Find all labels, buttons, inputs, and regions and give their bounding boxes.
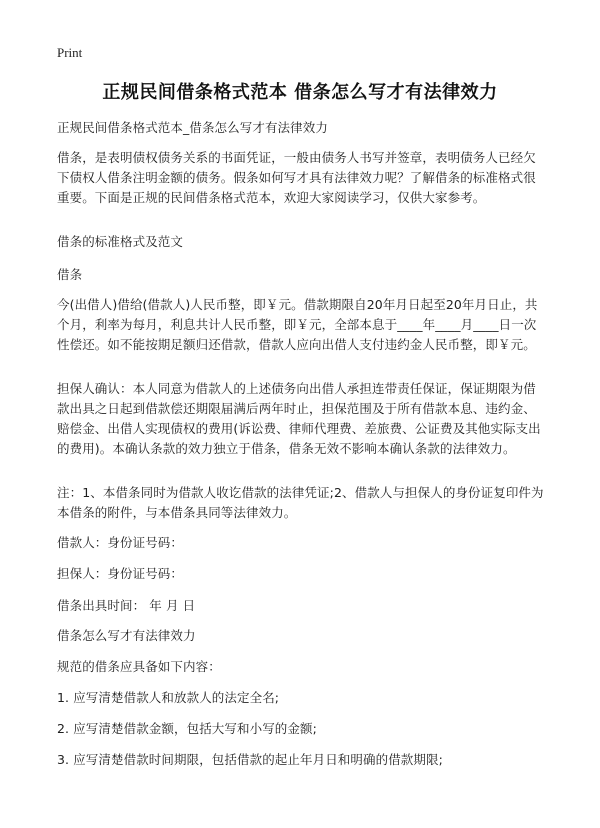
note-paragraph: 注：1、本借条同时为借款人收讫借款的法律凭证;2、借款人与担保人的身份证复印件为本借条的附件，与本借条具同等法律效力。 — [57, 485, 544, 520]
requirement-item: 3. 应写清楚借款时间期限，包括借款的起止年月日和明确的借款期限; — [57, 752, 443, 767]
borrower-id-line: 借款人：身份证号码： — [57, 535, 184, 550]
iou-body-paragraph: 今(出借人)借给(借款人)人民币整，即￥元。借款期限自20年月日起至20年月日止，共个月，利率为每月，利息共计人民币整，即￥元，全部本息于____年____月____日一次性偿还。如不能按期足额归还借款，借款人应向出借人支付违约金人民币整，即￥元。 — [57, 297, 538, 352]
section-heading: 借条的标准格式及范文 — [57, 234, 184, 249]
iou-label: 借条 — [57, 267, 83, 282]
print-label: Print — [57, 45, 83, 60]
requirement-item: 1. 应写清楚借款人和放款人的法定全名; — [57, 690, 280, 705]
issue-time-line: 借条出具时间： 年 月 日 — [57, 598, 196, 613]
intro-paragraph: 借条，是表明债权债务关系的书面凭证，一般由债务人书写并签章，表明债务人已经欠下债权人借条注明金额的债务。假条如何写才具有法律效力呢？了解借条的标准格式很重要。下面是正规的民间借条格式范本，欢迎大家阅读学习，仅供大家参考。 — [57, 150, 536, 205]
document-title: 正规民间借条格式范本 借条怎么写才有法律效力 — [102, 82, 498, 103]
guarantor-id-line: 担保人：身份证号码： — [57, 566, 184, 581]
how-to-heading: 借条怎么写才有法律效力 — [57, 628, 196, 643]
requirement-item: 2. 应写清楚借款金额，包括大写和小写的金额; — [57, 721, 317, 736]
document-subtitle: 正规民间借条格式范本_借条怎么写才有法律效力 — [57, 120, 328, 135]
guarantor-confirmation-paragraph: 担保人确认：本人同意为借款人的上述债务向出借人承担连带责任保证，保证期限为借款出具之日起到借款偿还期限届满后两年时止，担保范围及于所有借款本息、违约金、赔偿金、出借人实现债权的费用(诉讼费、律师代理费、差旅费、公证费及其他实际支出的费用)。本确认条款的效力独立于借条，借条无效不影响本确认条款的法律效力。 — [57, 381, 541, 456]
requirements-intro: 规范的借条应具备如下内容： — [57, 659, 221, 674]
